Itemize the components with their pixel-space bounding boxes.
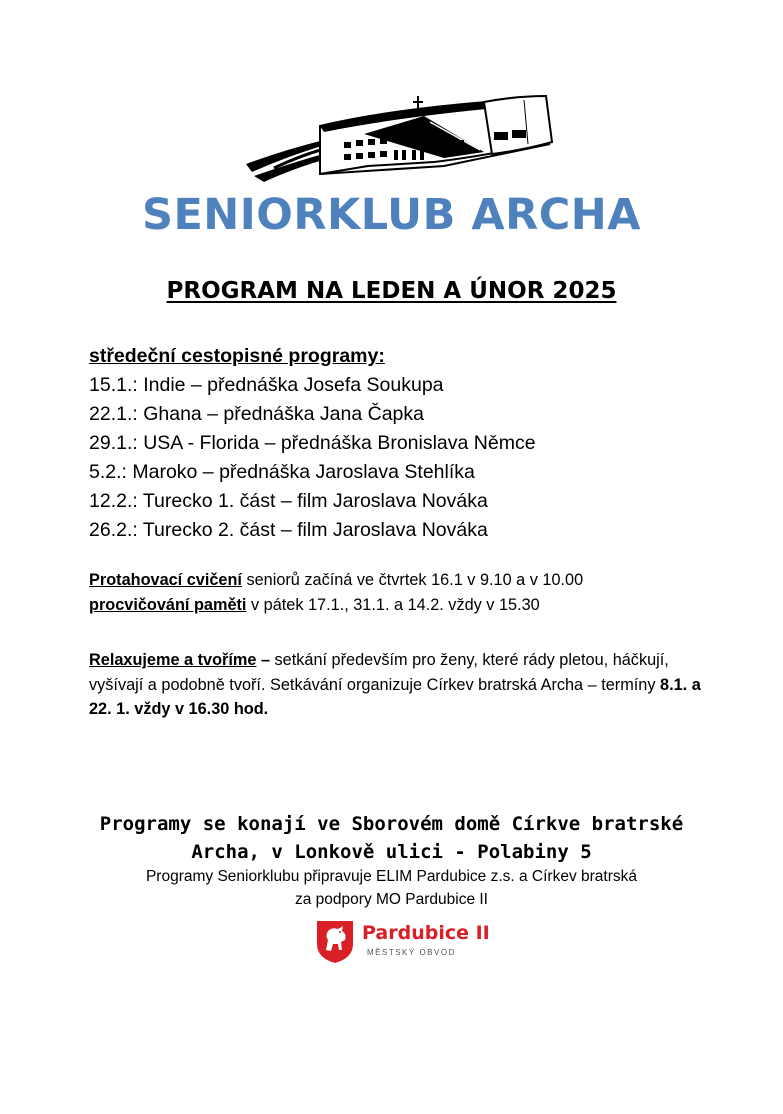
church-building-illustration — [244, 92, 562, 186]
venue-line: Archa, v Lonkově ulici - Polabiny 5 — [191, 841, 592, 863]
relax-dash: – — [256, 651, 271, 669]
program-subtitle: PROGRAM NA LEDEN A ÚNOR 2025 — [166, 278, 617, 304]
list-item: 29.1.: USA - Florida – přednáška Bronislava Němce — [89, 432, 536, 454]
list-item: 5.2.: Maroko – přednáška Jaroslava Stehlíka — [89, 461, 475, 483]
list-item: 26.2.: Turecko 2. část – film Jaroslava Nováka — [89, 519, 488, 541]
relax-dates: 8.1. a 22. 1. vždy v 16.30 hod. — [89, 675, 701, 718]
travel-programs — [89, 342, 709, 545]
brand-subtitle: MĚSTSKÝ OBVOD — [367, 948, 456, 957]
page-title: SENIORKLUB ARCHA — [141, 190, 642, 240]
horse-shield-icon — [314, 918, 356, 964]
exercise-line — [89, 568, 709, 593]
relax-paragraph — [89, 648, 709, 722]
list-item: 12.2.: Turecko 1. část – film Jaroslava Nováka — [89, 490, 488, 512]
exercise-label: Protahovací cvičení — [89, 571, 242, 589]
credits — [0, 865, 783, 911]
venue-line: Programy se konají ve Sborovém domě Církve bratrské — [99, 813, 684, 835]
travel-heading: středeční cestopisné programy: — [89, 345, 385, 367]
relax-label: Relaxujeme a tvoříme — [89, 651, 257, 669]
list-item: 15.1.: Indie – přednáška Josefa Soukupa — [89, 374, 444, 396]
relax-text: setkání především pro ženy, které rády pletou, háčkují, vyšívají a podobně tvoří. Setkávání organizuje Církev bratrská Archa – termíny — [89, 651, 669, 694]
memory-label: procvičování paměti — [89, 595, 247, 614]
pardubice-logo — [314, 918, 490, 964]
venue-info — [0, 810, 783, 866]
brand-name: Pardubice II — [362, 922, 490, 944]
exercise-text: seniorů začíná ve čtvrtek 16.1 v 9.10 a v 10.00 — [241, 571, 584, 589]
memory-text: v pátek 17.1., 31.1. a 14.2. vždy v 15.30 — [246, 595, 540, 614]
credits-line: Programy Seniorklubu připravuje ELIM Pardubice z.s. a Církev bratrská — [145, 868, 638, 885]
memory-line — [89, 593, 709, 618]
activities-block — [89, 568, 709, 617]
list-item: 22.1.: Ghana – přednáška Jana Čapka — [89, 403, 424, 425]
credits-line: za podpory MO Pardubice II — [295, 891, 488, 908]
